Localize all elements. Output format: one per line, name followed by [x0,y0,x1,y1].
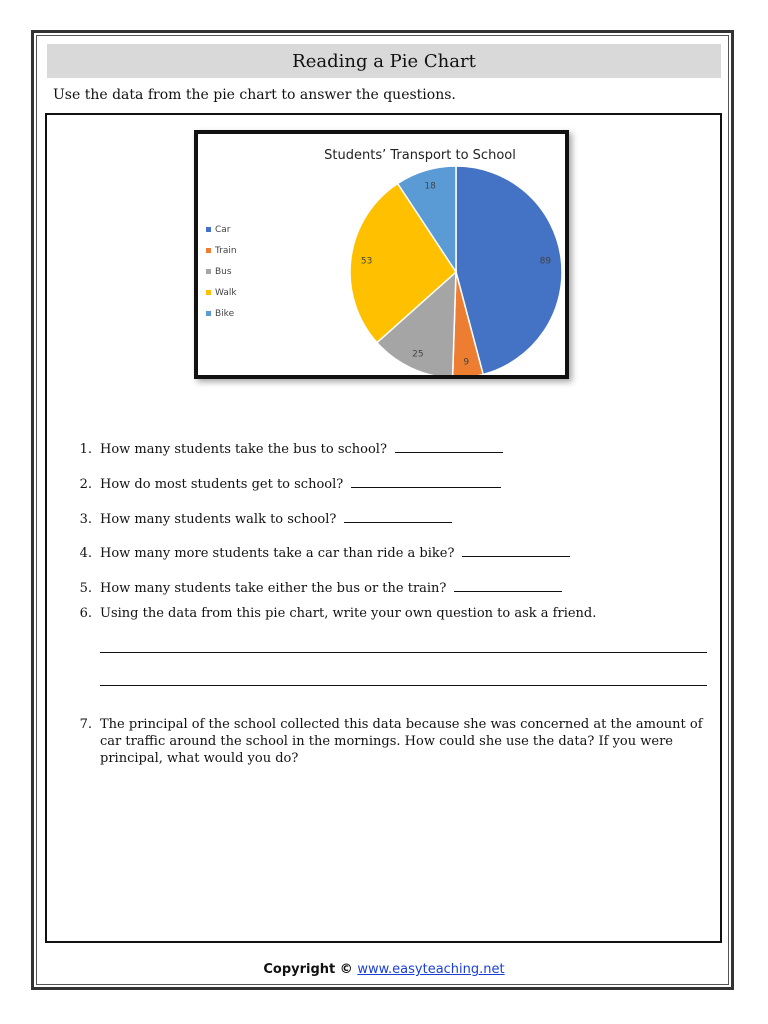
pie-slices [350,166,562,375]
chart-title: Students’ Transport to School [324,148,516,163]
question-number: 1. [79,442,92,457]
chart-legend [206,225,237,319]
legend-swatch [206,269,211,274]
answer-line[interactable] [100,652,707,653]
question-text: The principal of the school collected this data because she was concerned at the amount of car traffic around the school in the mornings. How could she use the data? If you were principal, what would you do? [100,717,703,766]
question-text: Using the data from this pie chart, write your own question to ask a friend. [100,606,597,621]
legend-label: Walk [215,288,237,298]
legend-label: Train [215,246,237,256]
question-6 [70,606,596,621]
legend-swatch [206,311,211,316]
slice-value-label: 9 [463,357,470,368]
legend-label: Bike [215,309,235,319]
answer-blank[interactable] [351,477,501,488]
question-text: How do most students get to school? [100,477,344,492]
question-number: 2. [79,477,92,492]
question-text: How many more students take a car than ride a bike? [100,546,455,561]
question-1 [70,442,503,457]
pie-chart [198,134,565,375]
legend-swatch [206,248,211,253]
legend-label: Car [215,225,231,235]
copyright-footer [0,962,768,977]
question-2 [70,477,501,492]
slice-value-label: 53 [360,256,373,267]
slice-value-label: 18 [424,181,436,192]
question-4 [70,546,570,561]
legend-label: Bus [215,267,232,277]
question-5 [70,581,562,596]
slice-value-label: 25 [412,349,424,360]
answer-blank[interactable] [462,546,570,557]
answer-line[interactable] [100,685,707,686]
pie-chart-panel [194,130,569,379]
legend-swatch [206,227,211,232]
question-number: 7. [79,717,92,732]
question-number: 5. [79,581,92,596]
instructions-text: Use the data from the pie chart to answer the questions. [53,87,456,103]
question-text: How many students walk to school? [100,512,337,527]
question-text: How many students take the bus to school? [100,442,387,457]
question-text: How many students take either the bus or the train? [100,581,447,596]
question-3 [70,512,452,527]
worksheet-title: Reading a Pie Chart [47,44,721,78]
question-number: 6. [79,606,92,621]
question-number: 4. [79,546,92,561]
question-number: 3. [79,512,92,527]
legend-swatch [206,290,211,295]
website-link[interactable]: www.easyteaching.net [357,962,505,977]
answer-blank[interactable] [344,512,452,523]
slice-value-label: 89 [539,256,552,267]
answer-blank[interactable] [395,442,503,453]
copyright-label: Copyright © [263,962,353,977]
answer-blank[interactable] [454,581,562,592]
question-7 [70,716,715,767]
